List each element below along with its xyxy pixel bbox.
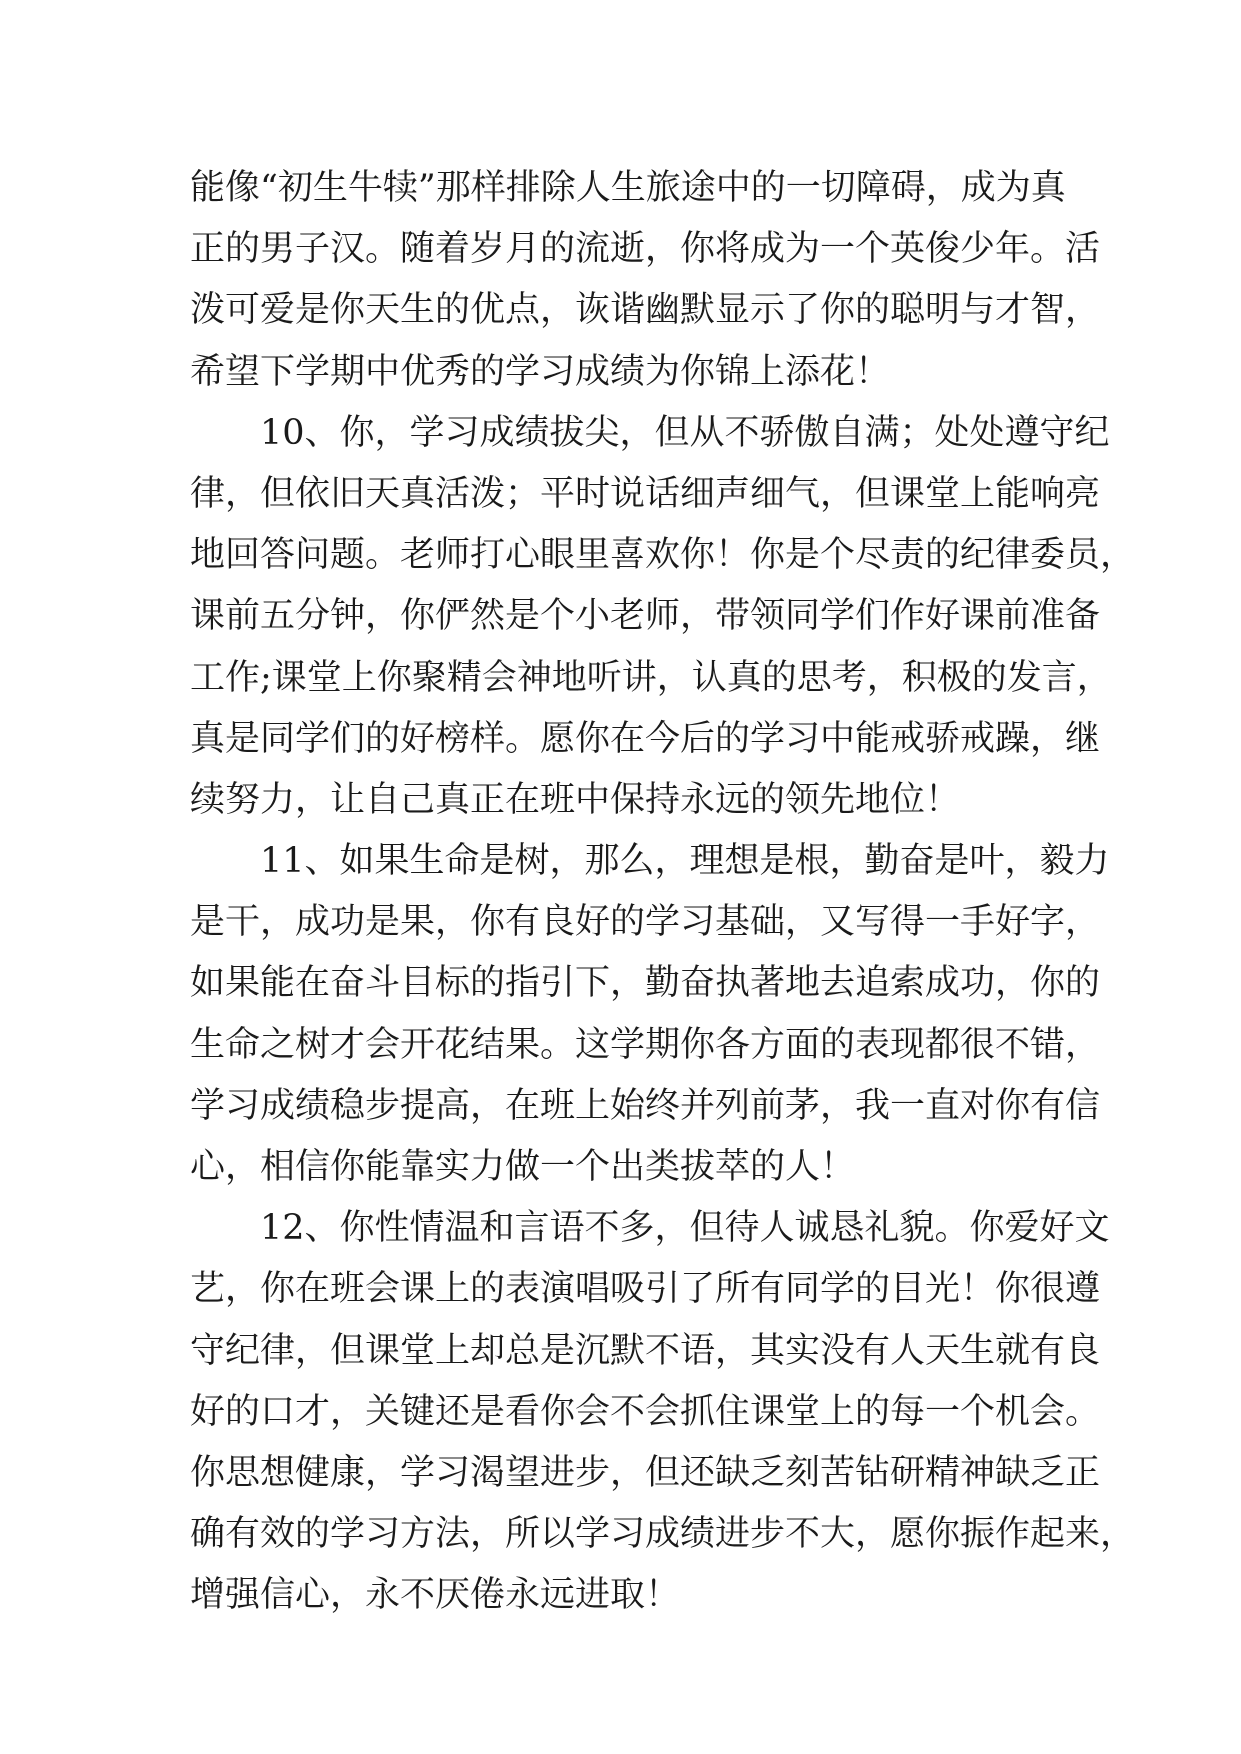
- text-line: 艺，你在班会课上的表演唱吸引了所有同学的目光！你很遵: [190, 1269, 1101, 1310]
- text-line: 能像“初生牛犊”那样排除人生旅途中的一切障碍，成为真: [190, 168, 1066, 208]
- text-line: 希望下学期中优秀的学习成绩为你锦上添花！: [190, 351, 891, 392]
- text-line: 工作;课堂上你聚精会神地听讲，认真的思考，积极的发言，: [190, 657, 1112, 698]
- text-line: 是干，成功是果，你有良好的学习基础，又写得一手好字，: [190, 902, 1101, 943]
- text-line: 好的口才，关键还是看你会不会抓住课堂上的每一个机会。: [190, 1391, 1101, 1432]
- text-line: 续努力，让自己真正在班中保持永远的领先地位！: [190, 779, 961, 820]
- text-line: 泼可爱是你天生的优点，诙谐幽默显示了你的聪明与才智，: [190, 290, 1101, 331]
- text-line: 11、如果生命是树，那么，理想是根，勤奋是叶，毅力: [260, 841, 1110, 882]
- text-line: 课前五分钟，你俨然是个小老师，带领同学们作好课前准备: [190, 596, 1101, 637]
- text-line: 学习成绩稳步提高，在班上始终并列前茅，我一直对你有信: [190, 1085, 1101, 1126]
- document-body: [190, 158, 1136, 1627]
- text-line: 守纪律，但课堂上却总是沉默不语，其实没有人天生就有良: [190, 1330, 1101, 1371]
- text-line: 你思想健康，学习渴望进步，但还缺乏刻苦钻研精神缺乏正: [190, 1452, 1101, 1493]
- text-line: 正的男子汉。随着岁月的流逝，你将成为一个英俊少年。活: [190, 229, 1101, 270]
- text-line: 地回答问题。老师打心眼里喜欢你！你是个尽责的纪律委员，: [190, 535, 1136, 576]
- text-line: 确有效的学习方法，所以学习成绩进步不大，愿你振作起来，: [190, 1514, 1136, 1555]
- text-line: 真是同学们的好榜样。愿你在今后的学习中能戒骄戒躁，继: [190, 718, 1101, 759]
- text-line: 10、你，学习成绩拔尖，但从不骄傲自满；处处遵守纪: [260, 412, 1110, 453]
- text-line: 增强信心，永不厌倦永远进取！: [190, 1575, 681, 1616]
- text-line: 生命之树才会开花结果。这学期你各方面的表现都很不错，: [190, 1024, 1101, 1065]
- text-line: 律，但依旧天真活泼；平时说话细声细气，但课堂上能响亮: [190, 473, 1101, 514]
- text-line: 如果能在奋斗目标的指引下，勤奋执著地去追索成功，你的: [190, 963, 1101, 1004]
- text-line: 12、你性情温和言语不多，但待人诚恳礼貌。你爱好文: [260, 1208, 1110, 1249]
- text-line: 心，相信你能靠实力做一个出类拔萃的人！: [190, 1147, 856, 1187]
